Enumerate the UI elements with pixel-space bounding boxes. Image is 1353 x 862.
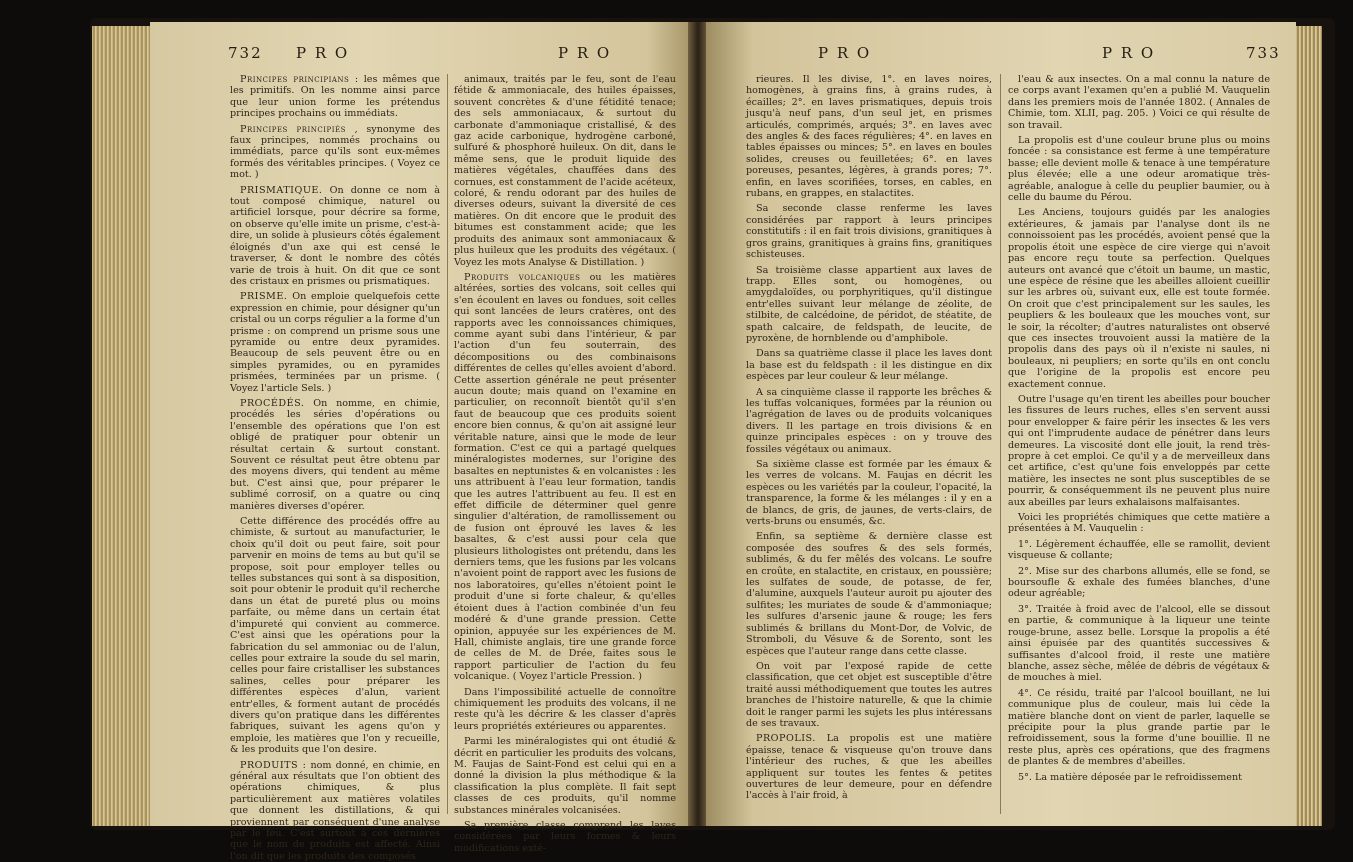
entry-text: On nomme, en chimie, procédés les séries d'opérations ou l'ensemble des opérations que l'on est obligé de pratiquer pour obtenir un résultat certain & surtout constant. Souvent ce résultat peut être obtenu par des moyens divers, qui tendent au même but. C'est ainsi que, pour préparer le sublimé corrosif, on a quatre ou cinq manières diverses d'opérer. — [230, 397, 440, 512]
entry-head: Produits volcaniques — [464, 271, 581, 283]
paragraph — [1008, 772, 1270, 783]
paragraph — [1008, 394, 1270, 508]
entry-text: ou les matières altérées, sorties des volcans, soit celles qui s'en écoulent en laves ou fondues, soit celles qui sont lancées de leurs cratères, ont des rapports avec les connoissances chimiques, comme ayant subi dans l'intérieur, & par l'action d'un feu souterrain, des décompositions ou des combinaisons différentes de celles qu'elles avoient d'abord. Cette assertion générale ne peut présenter aucun doute; mais quand on l'examine en particulier, on reconnoît bientôt qu'il s'en faut de beaucoup que ces produits soient encore bien connus, & qu'on ait assigné leur véritable nature, ainsi que le mode de leur formation. C'est ce qui a partagé quelques minéralogistes modernes, sur l'origine des basaltes en neptunistes & en volcanistes : les uns attribuent à l'eau leur formation, tandis que les autres l'attribuent au feu. Il est en effet difficile de déterminer quel genre singulier d'altération, de ramollissement ou de fusion ont éprouvé les laves & les basaltes, & c'est aussi pour cela que plusieurs lithologistes ont prétendu, dans les derniers tems, que les fusions par les volcans n'avoient point de rapport avec les fusions de nos laboratoires, qu'elles n'étoient point le produit d'une si forte chaleur, & qu'elles étoient dues à l'action combinée d'un feu modéré & d'une grande pression. Cette opinion, appuyée sur les expériences de M. Hall, chimiste anglais, tire une grande force de celles de M. de Drée, faites sous le rapport particulier de l'action du feu volcanique. ( Voyez l'article Pression. ) — [454, 271, 676, 683]
right-page — [706, 22, 1296, 826]
running-head-left-col1: P R O — [296, 44, 350, 62]
paragraph — [746, 661, 992, 729]
column-rule — [1000, 74, 1001, 814]
left-page-column-2 — [454, 74, 676, 854]
entry-head: Principes principians : — [240, 74, 359, 85]
paragraph — [454, 820, 676, 854]
entry-text: Sa première classe comprend les laves considérées par leurs formes & leurs modifications exté- — [454, 820, 676, 854]
paragraph — [230, 124, 440, 181]
left-page-column-1 — [230, 74, 440, 862]
paragraph — [454, 74, 676, 268]
paragraph — [454, 272, 676, 683]
paragraph — [454, 736, 676, 816]
entry-text: l'eau & aux insectes. On a mal connu la nature de ce corps avant l'examen qu'en a publié M. Vauquelin dans les premiers mois de l'année 1802. ( Annales de Chimie, tom. XLII, pag. 205. ) Voici ce qui résulte de son travail. — [1008, 74, 1270, 131]
paragraph — [1008, 688, 1270, 768]
entry-text: On donne ce nom à tout composé chimique, naturel ou artificiel lorsque, pour décrire sa forme, on observe qu'elle imite un prisme, c'est-à-dire, un solide à plusieurs côtés également éloignés d'un axe qui est censé le traverser, & dont le nombre des côtés varie de trois à huit. On dit que ce sont des cristaux en prismes ou prismatiques. — [230, 184, 440, 287]
running-head-right-col2: P R O — [1102, 44, 1156, 62]
entry-text: 5°. La matière déposée par le refroidissement — [1018, 771, 1243, 783]
paragraph — [746, 733, 992, 801]
page-number-left: 732 — [228, 44, 263, 62]
page-edges-right — [1296, 26, 1322, 826]
entry-text: Outre l'usage qu'en tirent les abeilles pour boucher les fissures de leurs ruches, elles s'en servent aussi pour envelopper & faire périr les insectes & les vers qui ont l'imprudente audace de pénétrer dans leurs demeures. La viscosité dont elle jouit, la rend très-propre à cet emploi. Ce qu'il y a de merveilleux dans cet artifice, c'est qu'une fois enveloppés par cette matière, les insectes ne sont plus susceptibles de se pourrir, & conséquemment ils ne peuvent plus nuire aux abeilles par leurs exhalaisons malfaisantes. — [1008, 393, 1270, 508]
entry-text: Voici les propriétés chimiques que cette matière a présentées à M. Vauquelin : — [1008, 512, 1270, 535]
paragraph — [230, 185, 440, 288]
entry-text: A sa cinquième classe il rapporte les brêches & les tuffas volcaniques, formées par la réunion ou l'agrégation de laves ou de produits volcaniques divers. Il les partage en trois divisions & en quinze principales espèces : on y trouve des fossiles végétaux ou animaux. — [746, 386, 992, 455]
entry-head: Principes principiés , — [240, 123, 359, 135]
entry-head: PROPOLIS. — [756, 733, 816, 745]
paragraph — [746, 531, 992, 656]
paragraph — [230, 398, 440, 512]
running-head-right-col1: P R O — [818, 44, 872, 62]
entry-text: Enfin, sa septième & dernière classe est composée des soufres & des sels formés, sublimés, & du fer mêlés des volcans. Le soufre en croûte, en stalactite, en cristaux, en poussière; les sulfates de soude, de potasse, de fer, d'alumine, auxquels l'auteur auroit pu ajouter des sulfites; les muriates de soude & d'ammoniaque; les sulfures d'arsenic jaune & rouge; les fers sublimés & brillans du Mont-Dor, de Volvic, de Stromboli, du Vésuve & de Sorento, sont les espèces que l'auteur range dans cette classe. — [746, 531, 992, 657]
paragraph — [230, 516, 440, 756]
paragraph — [746, 265, 992, 345]
entry-text: 2°. Mise sur des charbons allumés, elle se fond, se boursoufle & exhale des fumées blanches, d'une odeur agréable; — [1008, 565, 1270, 600]
entry-text: Dans l'impossibilité actuelle de connoître chimiquement les produits des volcans, il ne reste qu'à les décrire & les classer d'après leurs propriétés extérieures ou apparentes. — [454, 686, 676, 732]
right-page-column-2 — [1008, 74, 1270, 819]
column-rule — [447, 74, 448, 814]
running-head-left-col2: P R O — [558, 44, 612, 62]
paragraph — [1008, 512, 1270, 535]
paragraph — [746, 203, 992, 260]
paragraph — [746, 459, 992, 527]
entry-text: 1°. Légèrement échauffée, elle se ramollit, devient visqueuse & collante; — [1008, 538, 1270, 562]
entry-text: 3°. Traitée à froid avec de l'alcool, elle se dissout en partie, & communique à la liqueur une teinte rouge-brune, assez belle. Lorsque la propolis a été ainsi épuisée par des quantités successives & suffisantes d'alcool froid, il reste une matière blanche, assez sèche, mêlée de débris de végétaux & de mouches à miel. — [1008, 603, 1270, 684]
entry-text: nom donné, en chimie, en général aux résultats que l'on obtient des opérations chimiques, & plus particulièrement aux matières volatiles que donnent les distillations, & qui proviennent par conséquent d'une analyse par le feu. C'est surtout à ces dernières que le nom de produits est affecté. Ainsi l'on dit que les produits des composés — [230, 759, 440, 862]
left-page — [150, 22, 690, 862]
entry-text: 4°. Ce résidu, traité par l'alcool bouillant, ne lui communique plus de couleur, mais lui cède la matière blanche dont on vient de parler, laquelle se précipite pour la plus grande partie par le refroidissement, sous la forme d'une bouillie. Il ne reste plus, après ces opérations, que des fragmens de plantes & de membres d'abeilles. — [1008, 687, 1270, 768]
book-gutter — [688, 22, 708, 826]
entry-text: La propolis est une matière épaisse, tenace & visqueuse qu'on trouve dans l'intérieur des ruches, & que les abeilles appliquent sur toutes les fentes & petites ouvertures de leur demeure, pour en défendre l'accès à l'air froid, à — [746, 733, 992, 802]
paragraph — [454, 687, 676, 733]
entry-head: PRODUITS : — [240, 759, 307, 771]
paragraph — [1008, 604, 1270, 684]
paragraph — [746, 74, 992, 199]
paragraph — [1008, 539, 1270, 562]
paragraph — [746, 387, 992, 455]
entry-text: La propolis est d'une couleur brune plus ou moins foncée : sa consistance est ferme à une température basse; elle devient molle & tenace à une température plus élevée; elle a une odeur aromatique très-agréable, analogue à celle du peuplier baumier, ou à celle du baume du Pérou. — [1008, 135, 1270, 204]
entry-text: rieures. Il les divise, 1°. en laves noires, homogènes, à grains fins, à grains rudes, à écailles; 2°. en laves prismatiques, depuis trois jusqu'à neuf pans, d'un seul jet, en prismes articulés, comprimés, arqués; 3°. en laves avec des angles & des faces régulières; 4°. en laves en tables épaisses ou minces; 5°. en laves en boules solides, creuses ou feuilletées; 6°. en laves poreuses, pesantes, légères, à grands pores; 7°. enfin, en laves scorifiées, torses, en cables, en rubans, en grappes, en stalactites. — [746, 74, 992, 200]
entry-text: Dans sa quatrième classe il place les laves dont la base est du feldspath : il les distingue en dix espèces par leur couleur & leur mélange. — [746, 348, 992, 383]
entry-head: PRISMATIQUE. — [240, 184, 323, 196]
entry-head: PRISME. — [240, 291, 288, 303]
paragraph — [746, 348, 992, 382]
right-page-column-1 — [746, 74, 992, 819]
entry-text: Les Anciens, toujours guidés par les analogies extérieures, & jamais par l'analyse dont ils ne connoissoient pas les procédés, avoient pensé que la propolis étoit une espèce de cire vierge qui n'avoit pas encore reçu toute sa perfection. Quelques auteurs ont avancé que c'étoit un baume, un mastic, une espèce de résine que les abeilles alloient cueillir sur les arbres où, suivant eux, elle est toute formée. On croit que c'est principalement sur les saules, les peupliers & les bouleaux que les mouches vont, sur le soir, la récolter; d'autres naturalistes ont observé que ces insectes trouvoient aussi la matière de la propolis dans des pays où il n'existe ni saules, ni bouleaux, ni peupliers; en sorte qu'ils en ont conclu que l'origine de la propolis est encore peu exactement connue. — [1008, 207, 1270, 390]
paragraph — [1008, 135, 1270, 203]
paragraph — [230, 291, 440, 394]
page-edges-left — [92, 26, 154, 826]
entry-text: Sa troisième classe appartient aux laves de trapp. Elles sont, ou homogènes, ou amygdaloïdes, ou porphyritiques, qu'il distingue entr'elles suivant leur mélange de zéolite, de stilbite, de calcédoine, de péridot, de stéatite, de spath calcaire, de feldspath, de leucite, de pyroxène, de hornblende ou d'amphibole. — [746, 264, 992, 344]
entry-text: Cette différence des procédés offre au chimiste, & surtout au manufacturier, le choix qu'il doit ou peut faire, soit pour parvenir en moins de tems au but qu'il se propose, soit pour employer telles ou telles substances qui sont à sa disposition, soit pour obtenir le produit qu'il recherche dans un état de pureté plus ou moins parfaite, ou même dans un certain état d'impureté qui convient au commerce. C'est ainsi que les opérations pour la fabrication du sel ammoniac ou de l'alun, celles pour extraire la soude du sel marin, celles pour faire cristalliser les substances salines, celles pour préparer les différentes espèces d'alun, varient entr'elles, & forment autant de procédés divers qu'on pratique dans les différentes fabriques, suivant les agens qu'on y emploie, les matières que l'on y recueille, & les produits que l'on desire. — [230, 516, 440, 756]
entry-text: On voit par l'exposé rapide de cette classification, que cet objet est susceptible d'être traité aussi méthodiquement que toutes les autres branches de l'histoire naturelle, & que la chimie doit le ranger parmi les sujets les plus intéressans de ses travaux. — [746, 660, 992, 729]
paragraph — [1008, 74, 1270, 131]
paragraph — [1008, 566, 1270, 600]
entry-text: Sa sixième classe est formée par les émaux & les verres de volcans. M. Faujas en décrit les espèces ou les variétés par la couleur, l'opacité, la transparence, la forme & les mélanges : il y en a de blancs, de gris, de jaunes, de verts-clairs, de verts-bruns ou ensumés, &c. — [746, 459, 992, 528]
entry-text: On emploie quelquefois cette expression en chimie, pour désigner qu'un cristal ou un corps régulier a la forme d'un prisme : on comprend un prisme sous une pyramide ou entre deux pyramides. Beaucoup de sels peuvent être ou en simples pyramides, ou en pyramides prismées, terminées par un prisme. ( Voyez l'article Sels. ) — [230, 291, 440, 394]
entry-text: Parmi les minéralogistes qui ont étudié & décrit en particulier les produits des volcans, M. Faujas de Saint-Fond est celui qui en a donné la division la plus méthodique & la classification la plus complète. Il fait sept classes de ces produits, qu'il nomme substances minérales volcanisées. — [454, 736, 676, 816]
paragraph — [1008, 207, 1270, 390]
paragraph — [230, 760, 440, 862]
entry-text: animaux, traités par le feu, sont de l'eau fétide & ammoniacale, des huiles épaisses, souvent concrètes & d'une fétidité tenace; des sels ammoniacaux, & surtout du carbonate d'ammoniaque cristallisé, & des gaz acide carbonique, hydrogène carboné, sulfuré & phosphoré huileux. On dit, dans le même sens, que le produit liquide des matières végétales, chauffées dans des cornues, est constamment de l'acide acéteux, coloré, & rendu odorant par des huiles de diverses odeurs, suivant la diversité de ces matières. On dit encore que le produit des bitumes est constamment acide; que les produits des animaux sont ammoniacaux & plus huileux que les produits des végétaux. ( Voyez les mots Analyse & Distillation. ) — [454, 74, 676, 268]
entry-text: synonyme des faux principes, nommés prochains ou immédiats, parce qu'ils sont eux-mêmes formés des véritables principes. ( Voyez ce mot. ) — [230, 123, 440, 181]
page-number-right: 733 — [1246, 44, 1281, 62]
entry-text: Sa seconde classe renferme les laves considérées par rapport à leurs principes constitutifs : il en fait trois divisions, granitiques à gros grains, granitiques à grains fins, granitiques schisteuses. — [746, 203, 992, 261]
paragraph — [230, 74, 440, 120]
entry-head: PROCÉDÉS. — [240, 397, 305, 409]
entry-text: les mêmes que les primitifs. On les nomme ainsi parce que leur union forme les prétendus principes prochains ou immédiats. — [230, 74, 440, 120]
